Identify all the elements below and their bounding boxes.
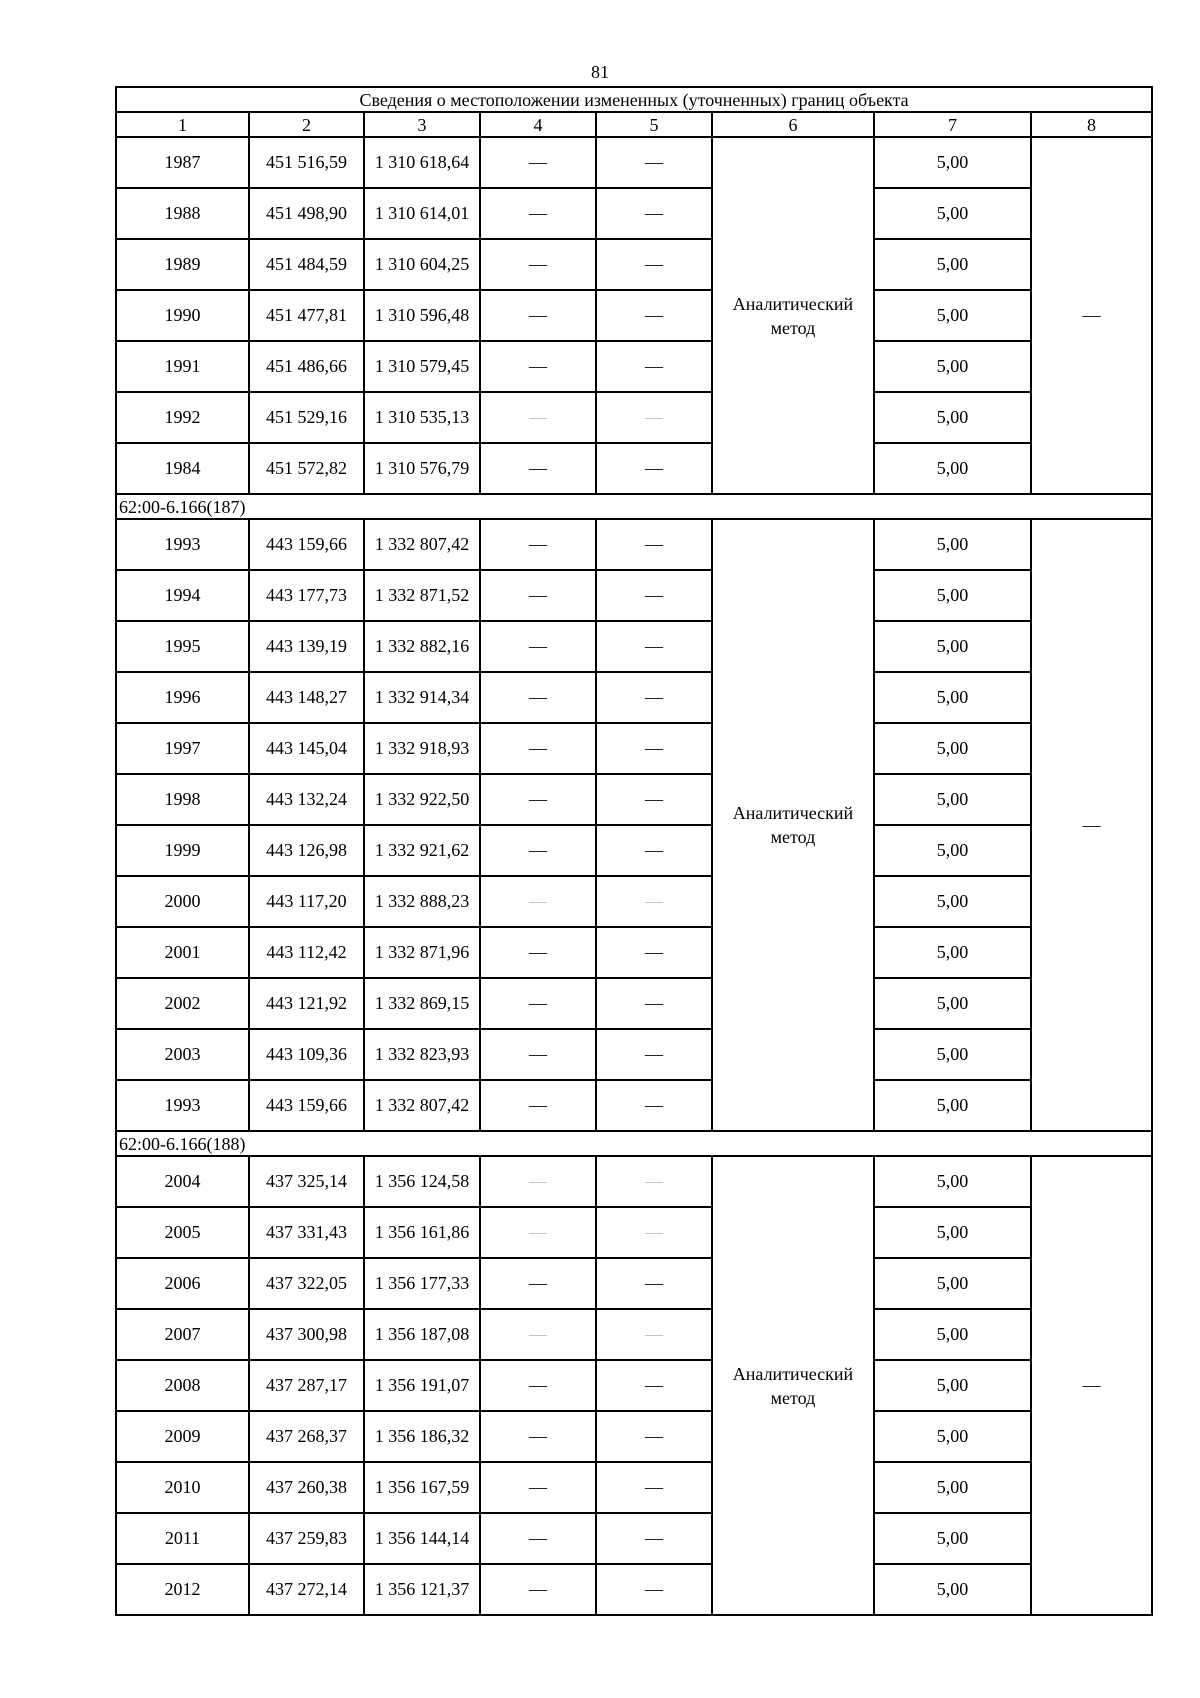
accuracy-value: 5,00 [874,239,1031,290]
coord-x: 443 109,36 [249,1029,364,1080]
coord-y: 1 310 579,45 [364,341,480,392]
col4-value: — [480,1513,596,1564]
coord-y: 1 356 121,37 [364,1564,480,1615]
coord-x: 437 322,05 [249,1258,364,1309]
col4-value: — [480,1411,596,1462]
accuracy-value: 5,00 [874,1156,1031,1207]
coord-x: 451 529,16 [249,392,364,443]
accuracy-value: 5,00 [874,927,1031,978]
method-line-2: метод [770,317,816,338]
col4-value: — [480,519,596,570]
col5-value: — [596,1462,712,1513]
column-header: 5 [596,112,712,137]
accuracy-value: 5,00 [874,1411,1031,1462]
table-row [116,239,1152,290]
coord-y: 1 332 888,23 [364,876,480,927]
coord-x: 451 477,81 [249,290,364,341]
col5-value: — [596,978,712,1029]
table-body [116,87,1152,1615]
accuracy-value: 5,00 [874,672,1031,723]
col5-value: — [596,825,712,876]
point-number: 2011 [116,1513,249,1564]
accuracy-value: 5,00 [874,137,1031,188]
accuracy-value: 5,00 [874,443,1031,494]
point-number: 1997 [116,723,249,774]
col5-value: — [596,519,712,570]
point-number: 2001 [116,927,249,978]
table-row [116,1207,1152,1258]
coord-x: 443 112,42 [249,927,364,978]
point-number: 1987 [116,137,249,188]
col5-value: — [596,1258,712,1309]
accuracy-value: 5,00 [874,1207,1031,1258]
method-line-2: метод [770,1387,816,1408]
table-row [116,876,1152,927]
coord-x: 451 516,59 [249,137,364,188]
col8-value: — [1031,519,1152,1131]
col4-value: — [480,392,596,443]
coord-x: 443 148,27 [249,672,364,723]
accuracy-value: 5,00 [874,1029,1031,1080]
coord-x: 443 159,66 [249,519,364,570]
table-row [116,341,1152,392]
table-row [116,621,1152,672]
method-cell [712,1156,874,1615]
accuracy-value: 5,00 [874,825,1031,876]
coord-y: 1 310 576,79 [364,443,480,494]
accuracy-value: 5,00 [874,1360,1031,1411]
page-number: 81 [591,62,609,82]
col5-value: — [596,927,712,978]
col4-value: — [480,1156,596,1207]
method-line-1: Аналитический [732,1363,854,1384]
point-number: 1994 [116,570,249,621]
coord-x: 443 177,73 [249,570,364,621]
col4-value: — [480,723,596,774]
accuracy-value: 5,00 [874,774,1031,825]
col4-value: — [480,570,596,621]
col4-value: — [480,341,596,392]
coord-x: 437 300,98 [249,1309,364,1360]
coord-y: 1 332 807,42 [364,519,480,570]
method-line-2: метод [770,827,816,847]
coord-x: 443 117,20 [249,876,364,927]
point-number: 1998 [116,774,249,825]
point-number: 2004 [116,1156,249,1207]
column-header: 3 [364,112,480,137]
column-header: 8 [1031,112,1152,137]
col4-value: — [480,672,596,723]
coord-x: 451 486,66 [249,341,364,392]
point-number: 2003 [116,1029,249,1080]
col5-value: — [596,392,712,443]
point-number: 2000 [116,876,249,927]
col5-value: — [596,1513,712,1564]
col5-value: — [596,290,712,341]
col8-value: — [1031,137,1152,494]
col5-value: — [596,1080,712,1131]
coord-y: 1 332 823,93 [364,1029,480,1080]
coord-x: 443 145,04 [249,723,364,774]
coord-x: 443 132,24 [249,774,364,825]
accuracy-value: 5,00 [874,570,1031,621]
column-header: 1 [116,112,249,137]
accuracy-value: 5,00 [874,978,1031,1029]
coord-y: 1 332 871,52 [364,570,480,621]
coord-x: 437 287,17 [249,1360,364,1411]
table-row [116,825,1152,876]
col5-value: — [596,1360,712,1411]
point-number: 2007 [116,1309,249,1360]
point-number: 2005 [116,1207,249,1258]
col5-value: — [596,876,712,927]
accuracy-value: 5,00 [874,290,1031,341]
col5-value: — [596,188,712,239]
coord-x: 437 331,43 [249,1207,364,1258]
column-header: 2 [249,112,364,137]
method-cell [712,519,874,1131]
coord-x: 451 498,90 [249,188,364,239]
point-number: 2002 [116,978,249,1029]
col4-value: — [480,1258,596,1309]
table-row [116,1513,1152,1564]
table-title-row [116,87,1152,112]
coord-x: 437 272,14 [249,1564,364,1615]
col4-value: — [480,137,596,188]
boundary-coordinates-table [115,86,1153,1616]
coord-y: 1 310 618,64 [364,137,480,188]
table-row [116,723,1152,774]
table-row [116,137,1152,188]
point-number: 1996 [116,672,249,723]
col5-value: — [596,774,712,825]
point-number: 2012 [116,1564,249,1615]
col4-value: — [480,621,596,672]
col4-value: — [480,876,596,927]
point-number: 1995 [116,621,249,672]
col5-value: — [596,1207,712,1258]
col5-value: — [596,1309,712,1360]
col4-value: — [480,774,596,825]
section-label-row [116,1131,1152,1156]
coord-y: 1 332 869,15 [364,978,480,1029]
table-row [116,1309,1152,1360]
method-text [733,292,853,340]
coord-x: 451 572,82 [249,443,364,494]
col8-value: — [1031,1156,1152,1615]
coord-y: 1 332 807,42 [364,1080,480,1131]
col4-value: — [480,1207,596,1258]
point-number: 2010 [116,1462,249,1513]
col4-value: — [480,443,596,494]
method-line-1: Аналитический [732,293,854,314]
coord-y: 1 356 177,33 [364,1258,480,1309]
accuracy-value: 5,00 [874,1513,1031,1564]
table-row [116,519,1152,570]
coord-y: 1 332 922,50 [364,774,480,825]
point-number: 1999 [116,825,249,876]
table-row [116,443,1152,494]
accuracy-value: 5,00 [874,621,1031,672]
table-row [116,188,1152,239]
col5-value: — [596,672,712,723]
table-row [116,774,1152,825]
table-row [116,1411,1152,1462]
col4-value: — [480,1309,596,1360]
col4-value: — [480,1564,596,1615]
coord-x: 437 260,38 [249,1462,364,1513]
table-row [116,1564,1152,1615]
method-line-1: Аналитический [732,803,854,823]
table-title: Сведения о местоположении измененных (уточненных) границ объекта [116,87,1152,112]
point-number: 2008 [116,1360,249,1411]
coord-x: 451 484,59 [249,239,364,290]
col5-value: — [596,723,712,774]
table-row [116,978,1152,1029]
column-header: 7 [874,112,1031,137]
coord-y: 1 356 161,86 [364,1207,480,1258]
table-row [116,1258,1152,1309]
col5-value: — [596,137,712,188]
accuracy-value: 5,00 [874,1462,1031,1513]
coord-x: 437 268,37 [249,1411,364,1462]
coord-y: 1 356 124,58 [364,1156,480,1207]
point-number: 1993 [116,1080,249,1131]
accuracy-value: 5,00 [874,723,1031,774]
table-row [116,392,1152,443]
col4-value: — [480,1080,596,1131]
coord-y: 1 310 596,48 [364,290,480,341]
accuracy-value: 5,00 [874,1080,1031,1131]
col5-value: — [596,570,712,621]
col4-value: — [480,927,596,978]
section-label: 62:00-6.166(187) [116,494,1152,519]
col4-value: — [480,290,596,341]
accuracy-value: 5,00 [874,1564,1031,1615]
coord-x: 443 139,19 [249,621,364,672]
coord-y: 1 332 882,16 [364,621,480,672]
point-number: 2009 [116,1411,249,1462]
accuracy-value: 5,00 [874,876,1031,927]
point-number: 1984 [116,443,249,494]
coord-y: 1 332 921,62 [364,825,480,876]
table-row [116,290,1152,341]
coord-x: 437 259,83 [249,1513,364,1564]
col4-value: — [480,1462,596,1513]
coord-x: 437 325,14 [249,1156,364,1207]
accuracy-value: 5,00 [874,1258,1031,1309]
table-row [116,1360,1152,1411]
point-number: 1991 [116,341,249,392]
col4-value: — [480,1029,596,1080]
point-number: 1992 [116,392,249,443]
coord-x: 443 126,98 [249,825,364,876]
coord-x: 443 121,92 [249,978,364,1029]
point-number: 1989 [116,239,249,290]
coord-y: 1 310 614,01 [364,188,480,239]
accuracy-value: 5,00 [874,341,1031,392]
table-row [116,672,1152,723]
table-row [116,1080,1152,1131]
col4-value: — [480,1360,596,1411]
coord-y: 1 310 604,25 [364,239,480,290]
coord-y: 1 310 535,13 [364,392,480,443]
point-number: 1993 [116,519,249,570]
point-number: 2006 [116,1258,249,1309]
col4-value: — [480,825,596,876]
col5-value: — [596,443,712,494]
col4-value: — [480,239,596,290]
col4-value: — [480,978,596,1029]
method-text [733,1362,853,1410]
point-number: 1988 [116,188,249,239]
table-row [116,570,1152,621]
col5-value: — [596,1029,712,1080]
table-row [116,1029,1152,1080]
coord-y: 1 332 914,34 [364,672,480,723]
section-label: 62:00-6.166(188) [116,1131,1152,1156]
col5-value: — [596,239,712,290]
accuracy-value: 5,00 [874,392,1031,443]
col5-value: — [596,1564,712,1615]
coord-y: 1 356 186,32 [364,1411,480,1462]
table-row [116,1156,1152,1207]
point-number: 1990 [116,290,249,341]
col5-value: — [596,621,712,672]
col4-value: — [480,188,596,239]
coord-y: 1 356 167,59 [364,1462,480,1513]
accuracy-value: 5,00 [874,1309,1031,1360]
method-cell [712,137,874,494]
col5-value: — [596,341,712,392]
coord-y: 1 332 871,96 [364,927,480,978]
column-header: 6 [712,112,874,137]
col5-value: — [596,1156,712,1207]
column-header-row [116,112,1152,137]
method-text [733,801,853,849]
coord-y: 1 356 144,14 [364,1513,480,1564]
column-header: 4 [480,112,596,137]
accuracy-value: 5,00 [874,519,1031,570]
table-row [116,1462,1152,1513]
accuracy-value: 5,00 [874,188,1031,239]
coord-y: 1 356 187,08 [364,1309,480,1360]
section-label-row [116,494,1152,519]
col5-value: — [596,1411,712,1462]
table-row [116,927,1152,978]
coord-x: 443 159,66 [249,1080,364,1131]
coord-y: 1 332 918,93 [364,723,480,774]
coord-y: 1 356 191,07 [364,1360,480,1411]
